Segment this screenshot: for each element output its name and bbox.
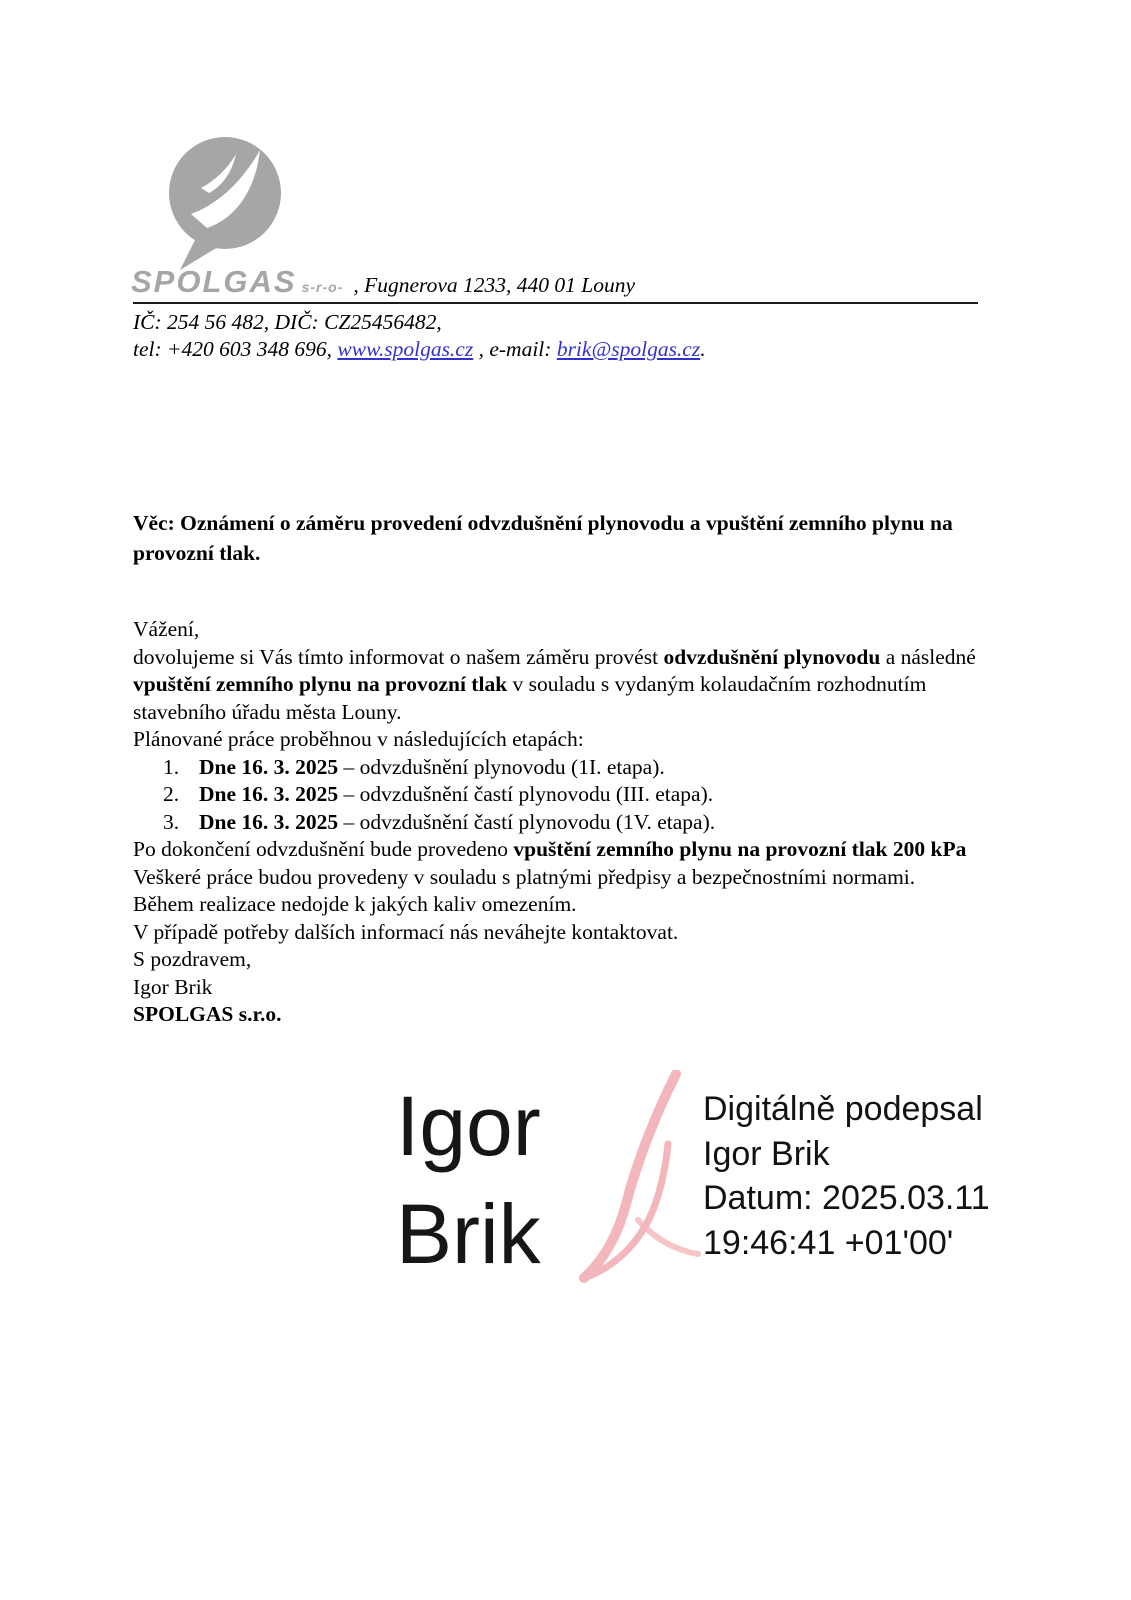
list-date: Dne 16. 3. 2025 (199, 782, 339, 806)
pressure-bold: vpuštění zemního plynu na provozní tlak 200 kPa (513, 837, 967, 861)
intro-text-2: a následné (880, 644, 976, 669)
logo-wordmark: SPOLGAS (131, 264, 297, 299)
closing: S pozdravem, (133, 947, 252, 971)
logo-wordmark-suffix: s-r-o- (301, 279, 344, 295)
intro-text-3: v souladu s vydaným kolaudačním rozhodnutím stavebního úřadu města Louny. (133, 672, 927, 724)
paragraph-stages-intro: Plánované práce proběhnou v následujících etapách: (133, 727, 584, 751)
list-item (133, 754, 1019, 782)
list-item (133, 781, 1019, 809)
list-item (133, 809, 1019, 837)
letterhead-address: , Fugnerova 1233, 440 01 Louny (353, 273, 636, 297)
letterhead-contact-line (133, 337, 706, 362)
paragraph-contact: V případě potřeby dalších informací nás neváhejte kontaktovat. (133, 919, 679, 944)
paragraph-intro (133, 644, 1019, 727)
spolgas-logo (166, 130, 284, 280)
signer-name: Igor Brik (133, 974, 213, 999)
letterhead-tel: tel: +420 603 348 696, (133, 337, 333, 361)
ribbon-icon (578, 1070, 710, 1284)
list-date: Dne 16. 3. 2025 (199, 809, 339, 834)
letterhead-divider (133, 302, 978, 304)
letterhead-period: . (700, 337, 706, 361)
intro-text-1: dovolujeme si Vás tímto informovat o našem záměru provést (133, 644, 664, 669)
list-rest: – odvzdušnění plynovodu (1I. etapa). (338, 754, 665, 779)
letter-body (133, 616, 1019, 1029)
digital-signature-line: Datum: 2025.03.11 (703, 1179, 990, 1217)
signature-line-1: Igor (396, 1079, 541, 1173)
letterhead-row (131, 264, 635, 300)
paragraph-pressure (133, 836, 1019, 864)
list-text (199, 809, 715, 837)
list-number: 1. (163, 754, 180, 779)
signature-line-2: Brik (396, 1187, 541, 1281)
list-number: 2. (163, 782, 180, 806)
digital-signature-line: Igor Brik (703, 1134, 830, 1173)
pressure-text: Po dokončení odvzdušnění bude provedeno (133, 837, 514, 861)
spolgas-logo-icon (166, 130, 284, 275)
company-name: SPOLGAS s.r.o. (133, 1002, 282, 1026)
list-number: 3. (163, 809, 180, 834)
paragraph-safety: Veškeré práce budou provedeny v souladu s platnými předpisy a bezpečnostními normami. (133, 864, 916, 889)
letterhead-id-line: IČ: 254 56 482, DIČ: CZ25456482, (133, 310, 442, 334)
email-link[interactable]: brik@spolgas.cz (556, 337, 701, 361)
list-date: Dne 16. 3. 2025 (199, 754, 339, 779)
digital-signature-line: Digitálně podepsal (703, 1090, 983, 1128)
digital-signature-line: 19:46:41 +01'00' (703, 1223, 954, 1262)
list-text (199, 781, 713, 809)
paragraph-limits: Během realizace nedojde k jakých kaliv omezením. (133, 892, 577, 916)
adobe-signature-ribbon-icon (578, 1070, 710, 1289)
digital-signature-details (703, 1087, 990, 1265)
letterhead-email-label: , e-mail: (478, 337, 552, 361)
website-link[interactable]: www.spolgas.cz (337, 337, 474, 361)
list-rest: – odvzdušnění častí plynovodu (III. etapa). (338, 782, 714, 806)
list-rest: – odvzdušnění častí plynovodu (1V. etapa). (338, 809, 716, 834)
subject-line: Věc: Oznámení o záměru provedení odvzdušnění plynovodu a vpuštění zemního plynu na provozní tlak. (133, 511, 953, 565)
salutation: Vážení, (133, 617, 200, 641)
intro-bold-1: odvzdušnění plynovodu (663, 644, 881, 669)
handwritten-signature (396, 1072, 541, 1288)
intro-bold-2: vpuštění zemního plynu na provozní tlak (133, 672, 508, 696)
list-text (199, 754, 665, 782)
